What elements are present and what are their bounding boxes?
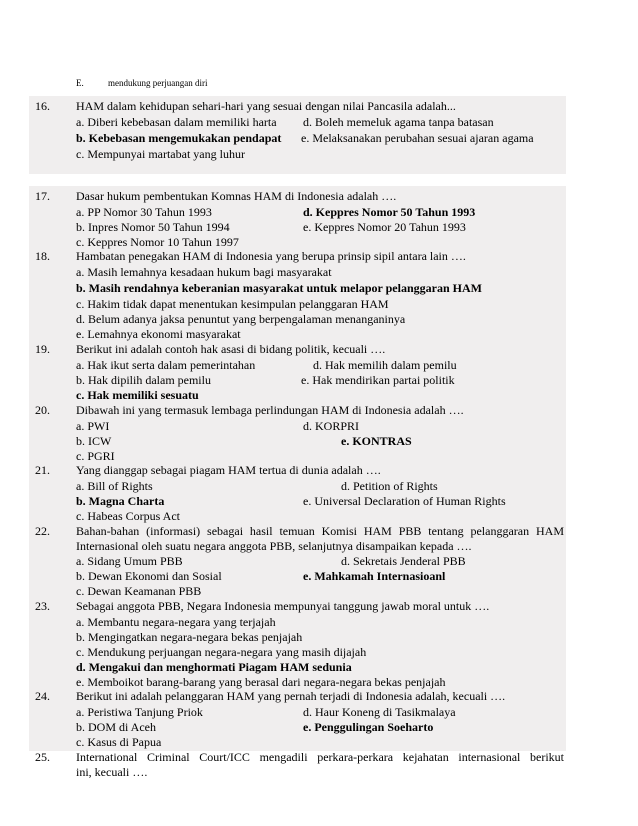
question-text: Yang dianggap sebagai piagam HAM tertua di dunia adalah …. <box>76 463 381 477</box>
option-a: a. Peristiwa Tanjung Priok <box>76 705 203 719</box>
option-letter: E. <box>76 78 84 88</box>
option-b: b. Inpres Nomor 50 Tahun 1994 <box>76 220 230 234</box>
option-a: a. PWI <box>76 419 110 433</box>
question-text: Hambatan penegakan HAM di Indonesia yang berupa prinsip sipil antara lain …. <box>76 249 466 263</box>
option-b: b. Hak dipilih dalam pemilu <box>76 373 211 387</box>
option-a: a. Masih lemahnya kesadaan hukum bagi masyarakat <box>76 265 332 279</box>
option-b: b. DOM di Aceh <box>76 720 156 734</box>
option-c: c. Mendukung perjuangan negara-negara yang masih dijajah <box>76 645 367 659</box>
question-text: Dasar hukum pembentukan Komnas HAM di Indonesia adalah …. <box>76 189 397 203</box>
option-e-answer: e. Penggulingan Soeharto <box>303 720 434 734</box>
option-d: d. Petition of Rights <box>341 479 438 493</box>
question-number: 18. <box>35 249 50 263</box>
option-a: a. PP Nomor 30 Tahun 1993 <box>76 205 212 219</box>
option-e: e. Lemahnya ekonomi masyarakat <box>76 327 241 341</box>
option-b-answer: b. Magna Charta <box>76 494 165 508</box>
option-e-answer: e. KONTRAS <box>341 434 412 448</box>
option-d: d. Hak memilih dalam pemilu <box>313 358 457 372</box>
question-number: 19. <box>35 342 50 356</box>
question-number: 20. <box>35 403 50 417</box>
option-b-answer: b. Masih rendahnya keberanian masyarakat untuk melapor pelanggaran HAM <box>76 281 482 295</box>
question-number: 16. <box>35 99 50 113</box>
option-c: c. PGRI <box>76 449 115 463</box>
question-text-line1: International Criminal Court/ICC mengadili perkara-perkara kejahatan internasional berikut <box>76 750 564 764</box>
option-text: mendukung perjuangan diri <box>108 78 208 88</box>
option-c: c. Habeas Corpus Act <box>76 509 180 523</box>
option-d: d. KORPRI <box>303 419 360 433</box>
question-text: Berikut ini adalah contoh hak asasi di bidang politik, kecuali …. <box>76 342 386 356</box>
question-text: Dibawah ini yang termasuk lembaga perlindungan HAM di Indonesia adalah …. <box>76 403 464 417</box>
option-d: d. Belum adanya jaksa penuntut yang berpengalaman menanganinya <box>76 312 406 326</box>
option-d-answer: d. Keppres Nomor 50 Tahun 1993 <box>303 205 476 219</box>
question-number: 21. <box>35 463 50 477</box>
option-d: d. Boleh memeluk agama tanpa batasan <box>303 115 494 129</box>
option-e: e. Memboikot barang-barang yang berasal dari negara-negara bekas penjajah <box>76 675 446 689</box>
option-e: e. Universal Declaration of Human Rights <box>303 494 506 508</box>
option-c: c. Keppres Nomor 10 Tahun 1997 <box>76 235 239 249</box>
question-text: Sebagai anggota PBB, Negara Indonesia mempunyai tanggung jawab moral untuk …. <box>76 599 490 613</box>
option-c-answer: c. Hak memiliki sesuatu <box>76 388 199 402</box>
option-d: d. Haur Koneng di Tasikmalaya <box>303 705 456 719</box>
question-number: 22. <box>35 524 50 538</box>
option-c: c. Dewan Keamanan PBB <box>76 584 202 598</box>
question-text-line2: Internasional oleh suatu negara anggota PBB, selanjutnya disampaikan kepada …. <box>76 539 472 553</box>
option-b: b. Mengingatkan negara-negara bekas penjajah <box>76 630 303 644</box>
option-b: b. Dewan Ekonomi dan Sosial <box>76 569 222 583</box>
option-e-answer: e. Mahkamah Internasioanl <box>303 569 446 583</box>
option-a: a. Hak ikut serta dalam pemerintahan <box>76 358 256 372</box>
option-e: e. Keppres Nomor 20 Tahun 1993 <box>303 220 466 234</box>
question-number: 17. <box>35 189 50 203</box>
question-text: Berikut ini adalah pelanggaran HAM yang pernah terjadi di Indonesia adalah, kecuali …. <box>76 689 506 703</box>
option-e: e. Melaksanakan perubahan sesuai ajaran agama <box>301 131 534 145</box>
option-b-answer: b. Kebebasan mengemukakan pendapat <box>76 131 282 145</box>
question-number: 23. <box>35 599 50 613</box>
question-text-line1: Bahan-bahan (informasi) sebagai hasil temuan Komisi HAM PBB tentang pelanggaran HAM <box>76 524 564 538</box>
option-d: d. Sekretais Jenderal PBB <box>341 554 466 568</box>
option-a: a. Membantu negara-negara yang terjajah <box>76 615 276 629</box>
option-a: a. Diberi kebebasan dalam memiliki harta <box>76 115 277 129</box>
option-e: e. Hak mendirikan partai politik <box>301 373 455 387</box>
question-number: 24. <box>35 689 50 703</box>
option-e-prev <box>76 76 207 90</box>
option-a: a. Sidang Umum PBB <box>76 554 183 568</box>
option-b: b. ICW <box>76 434 112 448</box>
question-text: HAM dalam kehidupan sehari-hari yang sesuai dengan nilai Pancasila adalah... <box>76 99 456 113</box>
option-c: c. Mempunyai martabat yang luhur <box>76 147 245 161</box>
option-c: c. Kasus di Papua <box>76 735 162 749</box>
question-number: 25. <box>35 750 50 764</box>
option-a: a. Bill of Rights <box>76 479 153 493</box>
option-d-answer: d. Mengakui dan menghormati Piagam HAM sedunia <box>76 660 352 674</box>
option-c: c. Hakim tidak dapat menentukan kesimpulan pelanggaran HAM <box>76 297 389 311</box>
question-text-line2: ini, kecuali …. <box>76 765 148 779</box>
